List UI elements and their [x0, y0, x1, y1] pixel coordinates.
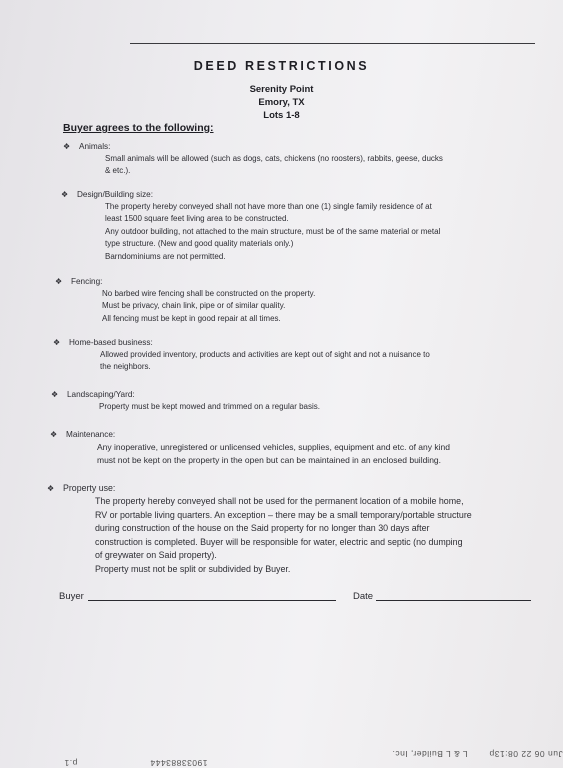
section-line: Any outdoor building, not attached to the main structure, must be of the same material or metal	[105, 226, 441, 236]
section-line: Barndominiums are not permitted.	[105, 251, 226, 261]
section-property-use	[47, 482, 472, 576]
fax-page: p.1	[64, 758, 78, 768]
section-animals	[63, 141, 443, 178]
section-heading: Animals:	[79, 142, 111, 151]
section-line: The property hereby conveyed shall not be used for the permanent location of a mobile home,	[95, 496, 464, 506]
buyer-signature-line[interactable]	[88, 600, 336, 601]
diamond-bullet-icon: ❖	[51, 390, 59, 399]
section-line: Property must not be split or subdivided by Buyer.	[95, 563, 291, 574]
section-line: Small animals will be allowed (such as dogs, cats, chickens (no roosters), rabbits, geese, ducks	[105, 154, 443, 163]
section-heading: Landscaping/Yard:	[67, 390, 135, 399]
section-heading: Home-based business:	[69, 338, 153, 347]
subdivision-name: Serenity Point	[249, 84, 314, 95]
diamond-bullet-icon: ❖	[50, 430, 58, 439]
section-line: & etc.).	[105, 166, 131, 176]
fax-timestamp: Jun 06 22 08:13p	[489, 749, 563, 759]
fax-company: L & L Builder, Inc.	[392, 749, 468, 759]
section-home-business	[53, 337, 430, 374]
section-landscaping	[51, 389, 320, 413]
top-rule	[130, 43, 535, 44]
date-signature-line[interactable]	[376, 600, 531, 601]
section-line: of greywater on Said property).	[95, 550, 217, 560]
diamond-bullet-icon: ❖	[53, 338, 61, 347]
section-maintenance	[50, 429, 450, 467]
lots: Lots 1-8	[263, 110, 300, 121]
section-heading: Property use:	[63, 483, 116, 493]
section-line: must not be kept on the property in the open but can be maintained in an enclosed building.	[97, 455, 442, 465]
section-heading: Design/Building size:	[77, 190, 154, 199]
section-line: All fencing must be kept in good repair at all times.	[102, 313, 281, 323]
section-line: during construction of the house on the Said property for no longer than 30 days after	[95, 523, 430, 533]
section-line: construction is completed. Buyer will be responsible for water, electric and septic (no dumping	[95, 536, 463, 547]
buyer-label: Buyer	[59, 591, 84, 602]
section-line: Allowed provided inventory, products and activities are kept out of sight and not a nuisance to	[100, 350, 430, 359]
section-heading: Maintenance:	[66, 430, 116, 439]
section-fencing	[55, 276, 315, 325]
section-line: Property must be kept mowed and trimmed on a regular basis.	[99, 402, 320, 411]
document-title: DEED RESTRICTIONS	[193, 59, 370, 73]
diamond-bullet-icon: ❖	[63, 142, 71, 151]
section-design	[61, 189, 440, 263]
section-line: The property hereby conveyed shall not have more than one (1) single family residence of at	[105, 202, 432, 211]
diamond-bullet-icon: ❖	[61, 190, 69, 199]
section-line: type structure. (New and good quality materials only.)	[105, 239, 294, 249]
section-line: least 1500 square feet living area to be constructed.	[105, 214, 289, 224]
section-line: Must be privacy, chain link, pipe or of similar quality.	[102, 301, 286, 311]
diamond-bullet-icon: ❖	[55, 277, 63, 286]
section-line: the neighbors.	[100, 362, 151, 372]
fax-phone: 19033883444	[150, 758, 208, 768]
location: Emory, TX	[258, 97, 305, 108]
section-line: Any inoperative, unregistered or unlicensed vehicles, supplies, equipment and etc. of any kind	[97, 442, 450, 452]
agree-heading: Buyer agrees to the following:	[63, 122, 214, 134]
section-line: No barbed wire fencing shall be constructed on the property.	[102, 289, 316, 298]
diamond-bullet-icon: ❖	[47, 484, 55, 493]
section-heading: Fencing:	[71, 277, 103, 286]
section-line: RV or portable living quarters. An exception – there may be a small temporary/portable structure	[95, 509, 472, 520]
date-label: Date	[353, 591, 374, 602]
